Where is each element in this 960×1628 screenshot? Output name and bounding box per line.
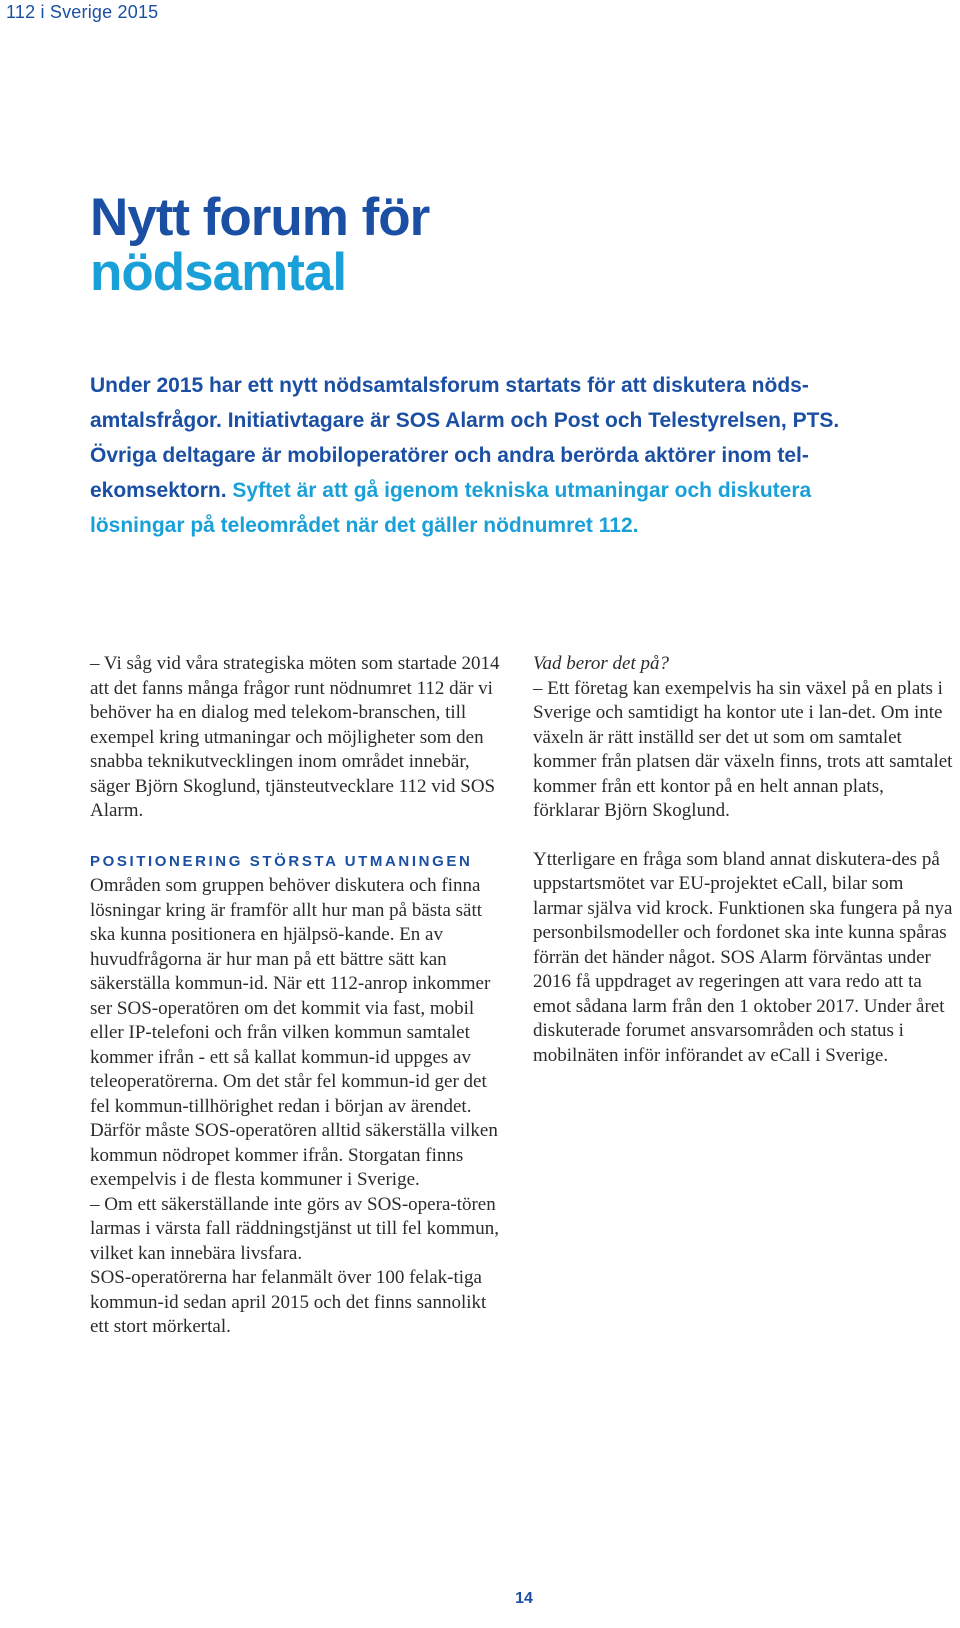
page-title <box>90 190 429 300</box>
lead-part-1: Under 2015 har ett nytt nödsamtalsforum startats för att diskutera nöds-amtalsfrågor. Initiativtagare är SOS Alarm och Post och Telestyrelsen, PTS. Övriga deltagare är mobiloperatörer och andra berörda aktörer inom tel-ekomsektorn. <box>90 374 840 502</box>
left-paragraph-2: Områden som gruppen behöver diskutera och finna lösningar kring är framför allt hur man på bästa sätt ska kunna positionera en hjälpsö-kande. En av huvudfrågorna är hur man på ett bättre sätt kan säkerställa kommun-id. När ett 112-anrop inkommer ser SOS-operatören om det kommit via fast, mobil eller IP-telefoni och från vilken kommun samtalet kommer ifrån - ett så kallat kommun-id uppges av teleoperatörerna. Om det står fel kommun-id ger det fel kommun-tillhörighet redan i början av ärendet. Därför måste SOS-operatören alltid säkerställa vilken kommun nödropet kommer ifrån. Storgatan finns exempelvis i de flesta kommuner i Sverige. <box>90 875 498 1190</box>
section-subheading: POSITIONERING STÖRSTA UTMANINGEN <box>90 852 473 870</box>
left-paragraph-3: – Om ett säkerställande inte görs av SOS-opera-tören larmas i värsta fall räddningstjänst ut till fel kommun, vilket kan innebära livsfara. <box>90 1193 499 1264</box>
right-column <box>533 652 953 1068</box>
right-question: Vad beror det på? <box>533 653 669 674</box>
title-line-2: nödsamtal <box>90 243 347 302</box>
running-head: 112 i Sverige 2015 <box>6 2 159 22</box>
title-line-1: Nytt forum för <box>90 188 430 247</box>
page-number: 14 <box>515 1590 533 1607</box>
lead-part-2: Syftet är att gå igenom tekniska utmaningar och diskutera lösningar på teleområdet när det gäller nödnumret 112. <box>90 479 812 537</box>
left-paragraph-1: – Vi såg vid våra strategiska möten som startade 2014 att det fanns många frågor runt nödnumret 112 där vi behöver ha en dialog med telekom-branschen, till exempel kring utmaningar och möjligheter som den snabba teknikutvecklingen inom området innebär, säger Björn Skoglund, tjänsteutvecklare 112 vid SOS Alarm. <box>90 653 500 821</box>
right-paragraph-2: Ytterligare en fråga som bland annat diskutera-des på uppstartsmötet var EU-projektet eCall, bilar som larmar själva vid krock. Funktionen ska fungera på nya personbilsmodeller och fordonet ska inte kunna spåras förrän det händer något. SOS Alarm förväntas under 2016 få uppdraget av regeringen att vara redo att ta emot sådana larm från den 1 oktober 2017. Under året diskuterade forumet ansvarsområden och status i mobilnäten inför införandet av eCall i Sverige. <box>533 848 953 1066</box>
lead-paragraph <box>90 368 910 543</box>
left-column <box>90 652 505 1340</box>
right-paragraph-1: – Ett företag kan exempelvis ha sin växel på en plats i Sverige och samtidigt ha kontor ute i lan-det. Om inte växeln är rätt inställd ser det ut som om samtalet kommer från platsen där växeln finns, trots att samtalet kommer från ett kontor på en helt annan plats, förklarar Björn Skoglund. <box>533 677 953 821</box>
left-paragraph-4: SOS-operatörerna har felanmält över 100 felak-tiga kommun-id sedan april 2015 och det finns sannolikt ett stort mörkertal. <box>90 1267 487 1337</box>
